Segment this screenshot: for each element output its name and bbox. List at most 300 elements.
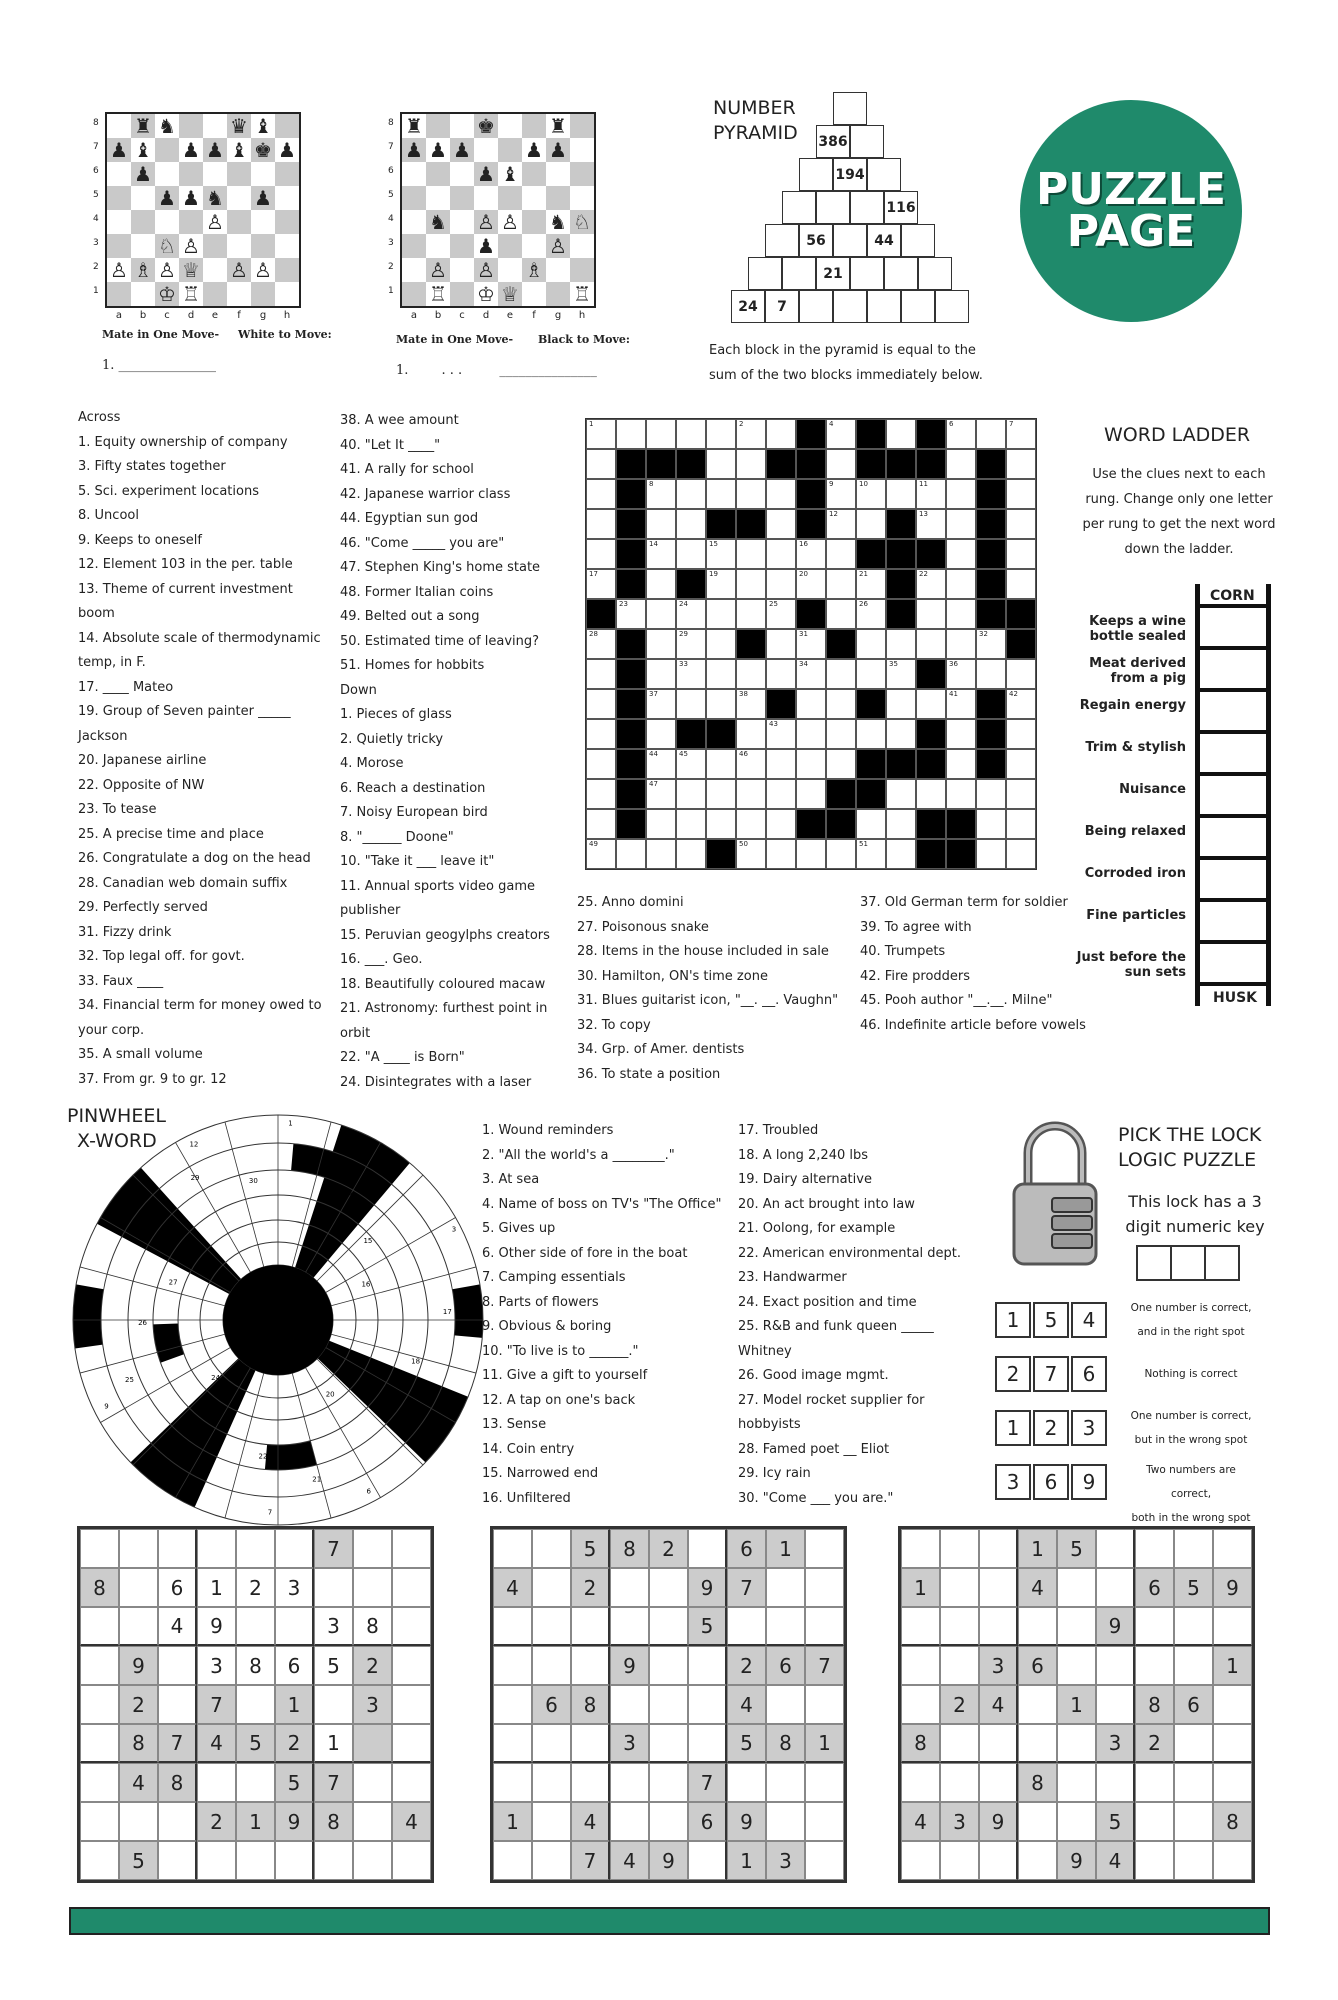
crossword-cell[interactable]: [706, 539, 736, 569]
chess-square[interactable]: ♝: [254, 114, 272, 138]
chess-square[interactable]: [251, 234, 275, 258]
pyramid-block[interactable]: 56: [799, 224, 833, 257]
sudoku-empty-cell[interactable]: [392, 1568, 431, 1607]
chess-square[interactable]: ♟: [525, 138, 543, 162]
crossword-cell[interactable]: [586, 839, 616, 869]
chess-square[interactable]: ♙: [474, 258, 498, 282]
sudoku-empty-cell[interactable]: [275, 1529, 314, 1568]
ladder-answer-slot[interactable]: [1200, 944, 1266, 982]
sudoku-empty-cell[interactable]: [236, 1841, 275, 1880]
chess-square[interactable]: ♝: [501, 162, 519, 186]
chess-square[interactable]: ♟: [450, 138, 474, 162]
crossword-cell[interactable]: [1006, 539, 1036, 569]
chess-square[interactable]: [227, 282, 251, 306]
sudoku-empty-cell[interactable]: [1135, 1763, 1174, 1802]
sudoku-empty-cell[interactable]: [532, 1763, 571, 1802]
crossword-cell[interactable]: [676, 419, 706, 449]
chess-square[interactable]: ♟: [107, 138, 131, 162]
crossword-cell[interactable]: [766, 539, 796, 569]
sudoku-empty-cell[interactable]: [901, 1607, 940, 1646]
chess-square[interactable]: ♞: [426, 210, 450, 234]
sudoku-empty-cell[interactable]: [1018, 1685, 1057, 1724]
crossword-cell[interactable]: [856, 809, 886, 839]
crossword-cell[interactable]: [736, 659, 766, 689]
lock-answer-digit[interactable]: [1170, 1245, 1206, 1281]
chess-square[interactable]: [450, 234, 474, 258]
chess-square[interactable]: ♕: [179, 258, 203, 282]
chess-square[interactable]: ♘: [155, 234, 179, 258]
chess-square[interactable]: ♟: [182, 138, 200, 162]
chess-square[interactable]: [546, 162, 570, 186]
pyramid-block[interactable]: [850, 125, 884, 158]
chess-square[interactable]: [275, 114, 299, 138]
chess-square[interactable]: [107, 282, 131, 306]
crossword-cell[interactable]: [646, 599, 676, 629]
sudoku-empty-cell[interactable]: [314, 1568, 353, 1607]
sudoku-empty-cell[interactable]: [1057, 1607, 1096, 1646]
crossword-cell[interactable]: [856, 719, 886, 749]
sudoku-empty-cell[interactable]: [80, 1607, 119, 1646]
crossword-cell[interactable]: [646, 809, 676, 839]
crossword-cell[interactable]: [586, 479, 616, 509]
pyramid-block[interactable]: [850, 191, 884, 224]
chess-square[interactable]: [203, 282, 227, 306]
crossword-cell[interactable]: [946, 779, 976, 809]
crossword-cell[interactable]: [676, 539, 706, 569]
chess-square[interactable]: ♙: [474, 210, 498, 234]
chess-square[interactable]: ♟: [546, 138, 570, 162]
sudoku-empty-cell[interactable]: [1174, 1841, 1213, 1880]
chess-square[interactable]: [131, 282, 155, 306]
sudoku-empty-cell[interactable]: [688, 1724, 727, 1763]
crossword-cell[interactable]: [976, 839, 1006, 869]
sudoku-empty-cell[interactable]: [1057, 1724, 1096, 1763]
crossword-cell[interactable]: [886, 839, 916, 869]
crossword-cell[interactable]: [946, 479, 976, 509]
ladder-answer-slot[interactable]: [1200, 818, 1266, 856]
crossword-cell[interactable]: [766, 419, 796, 449]
sudoku-empty-cell[interactable]: [80, 1802, 119, 1841]
sudoku-empty-cell[interactable]: [571, 1646, 610, 1685]
sudoku-empty-cell[interactable]: [1135, 1646, 1174, 1685]
chess-square[interactable]: [179, 162, 203, 186]
sudoku-empty-cell[interactable]: [940, 1724, 979, 1763]
sudoku-empty-cell[interactable]: [392, 1724, 431, 1763]
crossword-cell[interactable]: [1006, 479, 1036, 509]
sudoku-empty-cell[interactable]: [649, 1607, 688, 1646]
crossword-cell[interactable]: [886, 779, 916, 809]
sudoku-empty-cell[interactable]: [493, 1724, 532, 1763]
chess-square[interactable]: [450, 282, 474, 306]
crossword-cell[interactable]: [916, 479, 946, 509]
sudoku-empty-cell[interactable]: [979, 1529, 1018, 1568]
pyramid-block[interactable]: [799, 290, 833, 323]
crossword-cell[interactable]: [796, 839, 826, 869]
sudoku-empty-cell[interactable]: [532, 1568, 571, 1607]
crossword-cell[interactable]: [976, 419, 1006, 449]
chess-square[interactable]: [227, 186, 251, 210]
pyramid-block[interactable]: 386: [816, 125, 850, 158]
sudoku-empty-cell[interactable]: [610, 1763, 649, 1802]
crossword-cell[interactable]: [766, 479, 796, 509]
crossword-cell[interactable]: [586, 689, 616, 719]
crossword-cell[interactable]: [736, 419, 766, 449]
chess-square[interactable]: ♘: [570, 210, 594, 234]
chess-square[interactable]: [251, 162, 275, 186]
crossword-cell[interactable]: [796, 539, 826, 569]
crossword-cell[interactable]: [706, 659, 736, 689]
chess-square[interactable]: [450, 186, 474, 210]
sudoku-empty-cell[interactable]: [275, 1607, 314, 1646]
chess-square[interactable]: [498, 234, 522, 258]
chess-square[interactable]: ♙: [501, 210, 519, 234]
chess-square[interactable]: [570, 114, 594, 138]
crossword-cell[interactable]: [676, 629, 706, 659]
sudoku-empty-cell[interactable]: [532, 1529, 571, 1568]
chess-square[interactable]: [203, 234, 227, 258]
sudoku-empty-cell[interactable]: [80, 1724, 119, 1763]
sudoku-empty-cell[interactable]: [649, 1763, 688, 1802]
chess-square[interactable]: [498, 114, 522, 138]
crossword-cell[interactable]: [616, 839, 646, 869]
ladder-answer-slot[interactable]: [1200, 776, 1266, 814]
crossword-cell[interactable]: [886, 479, 916, 509]
crossword-cell[interactable]: [646, 629, 676, 659]
crossword-cell[interactable]: [706, 779, 736, 809]
crossword-cell[interactable]: [766, 599, 796, 629]
crossword-cell[interactable]: [886, 689, 916, 719]
crossword-cell[interactable]: [976, 629, 1006, 659]
sudoku-empty-cell[interactable]: [158, 1685, 197, 1724]
chess-square[interactable]: ♟: [155, 186, 179, 210]
chess-square[interactable]: [107, 114, 131, 138]
sudoku-empty-cell[interactable]: [353, 1841, 392, 1880]
crossword-cell[interactable]: [676, 479, 706, 509]
chess-square[interactable]: ♟: [182, 186, 200, 210]
sudoku-empty-cell[interactable]: [532, 1802, 571, 1841]
sudoku-empty-cell[interactable]: [571, 1607, 610, 1646]
chess-square[interactable]: [402, 258, 426, 282]
sudoku-empty-cell[interactable]: [314, 1685, 353, 1724]
sudoku-empty-cell[interactable]: [1174, 1802, 1213, 1841]
chess-square[interactable]: [402, 210, 426, 234]
sudoku-empty-cell[interactable]: [901, 1763, 940, 1802]
crossword-cell[interactable]: [706, 809, 736, 839]
sudoku-empty-cell[interactable]: [119, 1568, 158, 1607]
chess-square[interactable]: [107, 210, 131, 234]
crossword-cell[interactable]: [706, 599, 736, 629]
sudoku-empty-cell[interactable]: [275, 1841, 314, 1880]
ladder-answer-slot[interactable]: [1200, 902, 1266, 940]
crossword-cell[interactable]: [1006, 779, 1036, 809]
pyramid-block[interactable]: 21: [816, 257, 850, 290]
chess-square[interactable]: [131, 210, 155, 234]
chess-square[interactable]: ♛: [227, 114, 251, 138]
sudoku-empty-cell[interactable]: [1018, 1724, 1057, 1763]
crossword-cell[interactable]: [766, 629, 796, 659]
crossword-cell[interactable]: [796, 659, 826, 689]
sudoku-empty-cell[interactable]: [493, 1607, 532, 1646]
crossword-cell[interactable]: [706, 569, 736, 599]
sudoku-empty-cell[interactable]: [766, 1763, 805, 1802]
sudoku-empty-cell[interactable]: [940, 1529, 979, 1568]
crossword-cell[interactable]: [736, 449, 766, 479]
sudoku-empty-cell[interactable]: [610, 1802, 649, 1841]
sudoku-empty-cell[interactable]: [727, 1763, 766, 1802]
crossword-cell[interactable]: [886, 659, 916, 689]
pinwheel-crossword[interactable]: [68, 1110, 488, 1530]
crossword-cell[interactable]: [976, 779, 1006, 809]
crossword-cell[interactable]: [826, 449, 856, 479]
sudoku-empty-cell[interactable]: [940, 1841, 979, 1880]
sudoku-empty-cell[interactable]: [901, 1646, 940, 1685]
crossword-cell[interactable]: [976, 809, 1006, 839]
pyramid-block[interactable]: [748, 257, 782, 290]
chess-square[interactable]: [426, 114, 450, 138]
sudoku-empty-cell[interactable]: [610, 1685, 649, 1724]
sudoku-empty-cell[interactable]: [688, 1841, 727, 1880]
sudoku-empty-cell[interactable]: [940, 1607, 979, 1646]
sudoku-empty-cell[interactable]: [1135, 1607, 1174, 1646]
sudoku-empty-cell[interactable]: [392, 1646, 431, 1685]
crossword-cell[interactable]: [586, 629, 616, 659]
sudoku-empty-cell[interactable]: [314, 1841, 353, 1880]
sudoku-empty-cell[interactable]: [532, 1646, 571, 1685]
chess-square[interactable]: [275, 162, 299, 186]
crossword-cell[interactable]: [706, 629, 736, 659]
crossword-cell[interactable]: [1006, 659, 1036, 689]
chess-square[interactable]: [450, 258, 474, 282]
sudoku-empty-cell[interactable]: [236, 1607, 275, 1646]
sudoku-empty-cell[interactable]: [353, 1568, 392, 1607]
chess-square[interactable]: ♕: [498, 282, 522, 306]
chess-answer-line[interactable]: 1. . . . _______________: [396, 363, 597, 378]
sudoku-empty-cell[interactable]: [1135, 1841, 1174, 1880]
chess-square[interactable]: ♗: [131, 258, 155, 282]
crossword-cell[interactable]: [586, 809, 616, 839]
sudoku-empty-cell[interactable]: [493, 1646, 532, 1685]
ladder-answer-slot[interactable]: [1200, 734, 1266, 772]
sudoku-empty-cell[interactable]: [1018, 1607, 1057, 1646]
chess-square[interactable]: [107, 186, 131, 210]
sudoku-empty-cell[interactable]: [493, 1685, 532, 1724]
sudoku-empty-cell[interactable]: [805, 1841, 844, 1880]
crossword-cell[interactable]: [796, 779, 826, 809]
sudoku-empty-cell[interactable]: [392, 1685, 431, 1724]
chess-square[interactable]: [498, 258, 522, 282]
crossword-cell[interactable]: [706, 749, 736, 779]
chess-square[interactable]: [402, 234, 426, 258]
sudoku-empty-cell[interactable]: [392, 1607, 431, 1646]
pyramid-block[interactable]: 24: [731, 290, 765, 323]
sudoku-empty-cell[interactable]: [1135, 1802, 1174, 1841]
crossword-cell[interactable]: [1006, 809, 1036, 839]
sudoku-empty-cell[interactable]: [80, 1763, 119, 1802]
crossword-cell[interactable]: [886, 719, 916, 749]
chess-square[interactable]: [179, 114, 203, 138]
sudoku-empty-cell[interactable]: [805, 1802, 844, 1841]
chess-square[interactable]: [275, 258, 299, 282]
chess-square[interactable]: [426, 162, 450, 186]
chess-square[interactable]: ♔: [477, 282, 495, 306]
lock-answer-digit[interactable]: [1204, 1245, 1240, 1281]
chess-square[interactable]: [227, 234, 251, 258]
chess-square[interactable]: [251, 282, 275, 306]
sudoku-grid-1[interactable]: [77, 1526, 434, 1883]
chess-board[interactable]: [400, 112, 596, 308]
sudoku-empty-cell[interactable]: [805, 1685, 844, 1724]
sudoku-empty-cell[interactable]: [901, 1841, 940, 1880]
chess-square[interactable]: [570, 234, 594, 258]
sudoku-empty-cell[interactable]: [197, 1529, 236, 1568]
crossword-cell[interactable]: [826, 479, 856, 509]
crossword-cell[interactable]: [826, 719, 856, 749]
crossword-cell[interactable]: [646, 719, 676, 749]
crossword-cell[interactable]: [1006, 509, 1036, 539]
chess-square[interactable]: [450, 114, 474, 138]
chess-square[interactable]: [203, 114, 227, 138]
sudoku-empty-cell[interactable]: [1213, 1529, 1252, 1568]
sudoku-empty-cell[interactable]: [901, 1685, 940, 1724]
sudoku-empty-cell[interactable]: [158, 1529, 197, 1568]
crossword-cell[interactable]: [826, 509, 856, 539]
chess-square[interactable]: [570, 186, 594, 210]
crossword-cell[interactable]: [766, 839, 796, 869]
sudoku-empty-cell[interactable]: [532, 1841, 571, 1880]
crossword-cell[interactable]: [826, 539, 856, 569]
crossword-cell[interactable]: [856, 659, 886, 689]
sudoku-empty-cell[interactable]: [1096, 1646, 1135, 1685]
crossword-cell[interactable]: [946, 629, 976, 659]
chess-square[interactable]: ♙: [546, 234, 570, 258]
pyramid-block[interactable]: [799, 158, 833, 191]
sudoku-empty-cell[interactable]: [197, 1763, 236, 1802]
chess-square[interactable]: [275, 282, 299, 306]
crossword-cell[interactable]: [646, 569, 676, 599]
sudoku-empty-cell[interactable]: [1213, 1841, 1252, 1880]
sudoku-empty-cell[interactable]: [119, 1529, 158, 1568]
crossword-cell[interactable]: [586, 779, 616, 809]
chess-square[interactable]: [474, 138, 498, 162]
chess-square[interactable]: [275, 210, 299, 234]
pyramid-block[interactable]: [782, 257, 816, 290]
chess-square[interactable]: [227, 210, 251, 234]
chess-square[interactable]: [522, 186, 546, 210]
sudoku-empty-cell[interactable]: [158, 1802, 197, 1841]
chess-square[interactable]: [275, 186, 299, 210]
crossword-cell[interactable]: [946, 749, 976, 779]
crossword-cell[interactable]: [676, 749, 706, 779]
sudoku-empty-cell[interactable]: [119, 1607, 158, 1646]
chess-square[interactable]: ♜: [549, 114, 567, 138]
crossword-cell[interactable]: [706, 479, 736, 509]
sudoku-empty-cell[interactable]: [80, 1529, 119, 1568]
chess-square[interactable]: ♟: [203, 138, 227, 162]
chess-square[interactable]: ♜: [405, 114, 423, 138]
crossword-cell[interactable]: [616, 419, 646, 449]
crossword-cell[interactable]: [766, 569, 796, 599]
sudoku-empty-cell[interactable]: [979, 1607, 1018, 1646]
crossword-cell[interactable]: [796, 629, 826, 659]
pyramid-block[interactable]: [935, 290, 969, 323]
chess-square[interactable]: [522, 114, 546, 138]
chess-square[interactable]: [522, 210, 546, 234]
chess-square[interactable]: ♟: [429, 138, 447, 162]
sudoku-empty-cell[interactable]: [1018, 1841, 1057, 1880]
lock-answer-boxes[interactable]: [1136, 1245, 1240, 1281]
crossword-cell[interactable]: [916, 509, 946, 539]
crossword-cell[interactable]: [736, 719, 766, 749]
crossword-cell[interactable]: [586, 749, 616, 779]
crossword-cell[interactable]: [646, 509, 676, 539]
sudoku-empty-cell[interactable]: [649, 1685, 688, 1724]
crossword-cell[interactable]: [826, 839, 856, 869]
chess-square[interactable]: ♝: [230, 138, 248, 162]
sudoku-empty-cell[interactable]: [649, 1646, 688, 1685]
chess-square[interactable]: [179, 210, 203, 234]
crossword-cell[interactable]: [676, 509, 706, 539]
sudoku-empty-cell[interactable]: [1096, 1568, 1135, 1607]
sudoku-empty-cell[interactable]: [940, 1646, 979, 1685]
sudoku-empty-cell[interactable]: [649, 1568, 688, 1607]
crossword-cell[interactable]: [946, 719, 976, 749]
sudoku-empty-cell[interactable]: [353, 1763, 392, 1802]
chess-square[interactable]: ♖: [429, 282, 447, 306]
crossword-cell[interactable]: [1006, 419, 1036, 449]
sudoku-empty-cell[interactable]: [119, 1802, 158, 1841]
crossword-cell[interactable]: [676, 689, 706, 719]
sudoku-empty-cell[interactable]: [805, 1607, 844, 1646]
sudoku-empty-cell[interactable]: [1174, 1724, 1213, 1763]
crossword-cell[interactable]: [796, 689, 826, 719]
chess-square[interactable]: [498, 186, 522, 210]
sudoku-empty-cell[interactable]: [236, 1763, 275, 1802]
crossword-cell[interactable]: [736, 569, 766, 599]
sudoku-empty-cell[interactable]: [979, 1724, 1018, 1763]
crossword-cell[interactable]: [856, 509, 886, 539]
crossword-cell[interactable]: [736, 689, 766, 719]
sudoku-empty-cell[interactable]: [1096, 1763, 1135, 1802]
crossword-cell[interactable]: [826, 689, 856, 719]
crossword-cell[interactable]: [1006, 719, 1036, 749]
chess-square[interactable]: [522, 234, 546, 258]
sudoku-empty-cell[interactable]: [353, 1724, 392, 1763]
sudoku-empty-cell[interactable]: [1174, 1529, 1213, 1568]
chess-square[interactable]: [107, 234, 131, 258]
sudoku-empty-cell[interactable]: [353, 1802, 392, 1841]
chess-square[interactable]: [402, 162, 426, 186]
sudoku-empty-cell[interactable]: [1057, 1802, 1096, 1841]
sudoku-empty-cell[interactable]: [1174, 1763, 1213, 1802]
sudoku-empty-cell[interactable]: [532, 1607, 571, 1646]
sudoku-empty-cell[interactable]: [532, 1724, 571, 1763]
sudoku-empty-cell[interactable]: [158, 1841, 197, 1880]
ladder-answer-slot[interactable]: [1200, 650, 1266, 688]
sudoku-empty-cell[interactable]: [688, 1646, 727, 1685]
sudoku-empty-cell[interactable]: [979, 1763, 1018, 1802]
chess-square[interactable]: ♙: [206, 210, 224, 234]
sudoku-empty-cell[interactable]: [353, 1529, 392, 1568]
pyramid-block[interactable]: 194: [833, 158, 867, 191]
crossword-cell[interactable]: [736, 749, 766, 779]
crossword-cell[interactable]: [676, 839, 706, 869]
crossword-cell[interactable]: [916, 569, 946, 599]
crossword-cell[interactable]: [856, 569, 886, 599]
crossword-cell[interactable]: [946, 659, 976, 689]
pyramid-block[interactable]: [765, 224, 799, 257]
crossword-cell[interactable]: [826, 419, 856, 449]
ladder-answer-slot[interactable]: [1200, 692, 1266, 730]
